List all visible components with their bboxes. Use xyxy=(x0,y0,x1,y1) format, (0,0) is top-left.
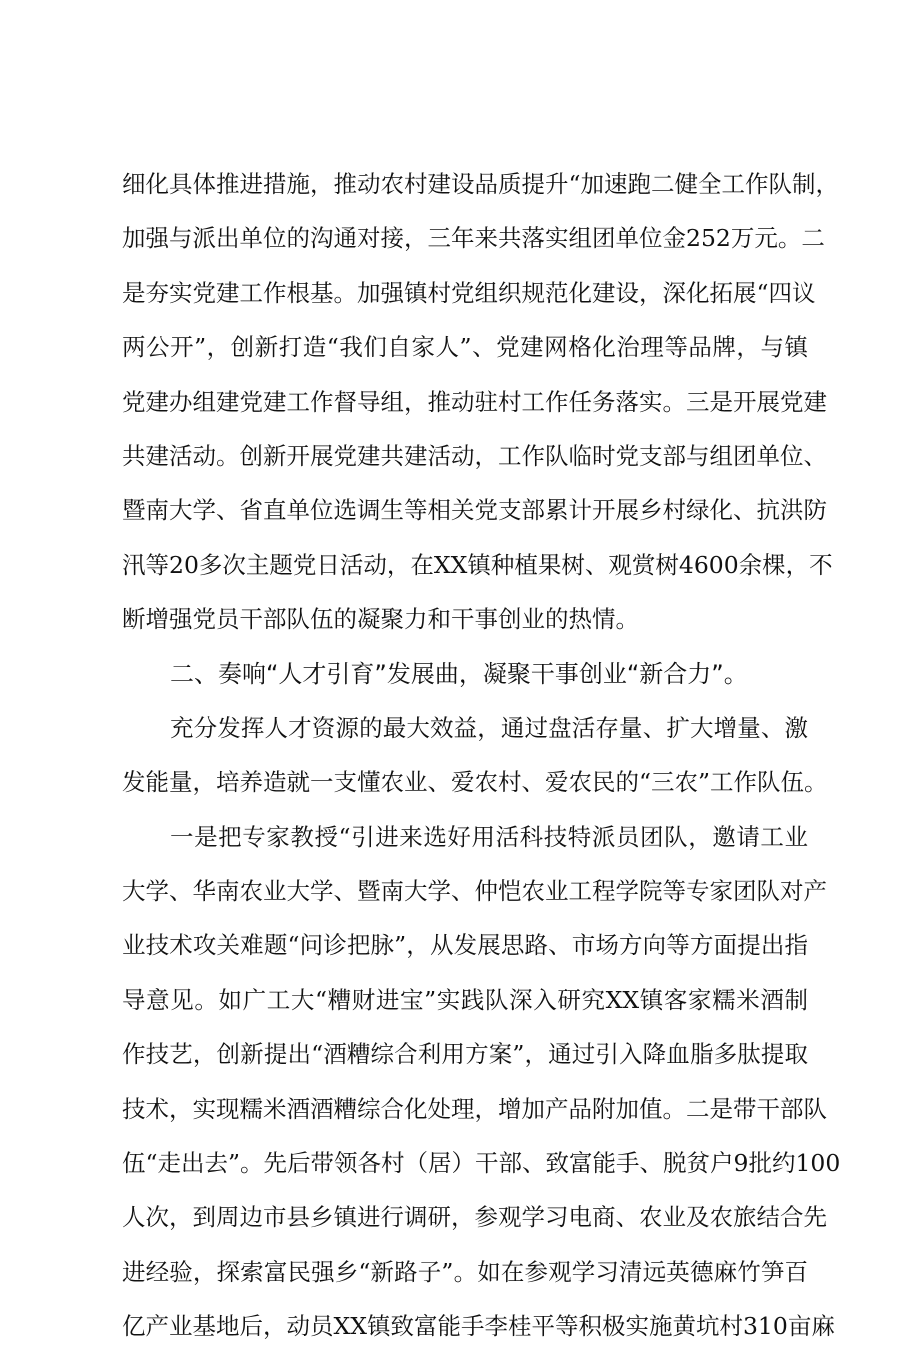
text-line: 一是把专家教授“引进来选好用活科技特派员团队，邀请工业 xyxy=(170,822,808,851)
text-line: 业技术攻关难题“问诊把脉”，从发展思路、市场方向等方面提出指 xyxy=(122,931,808,960)
text-line: 大学、华南农业大学、暨南大学、仲恺农业工程学院等专家团队对产 xyxy=(122,877,827,906)
text-line: 发能量，培养造就一支懂农业、爱农村、爱农民的“三农”工作队伍。 xyxy=(122,768,828,797)
text-line: 进经验，探索富民强乡“新路子”。如在参观学习清远英德麻竹笋百 xyxy=(122,1257,808,1286)
text-line: 人次，到周边市县乡镇进行调研，参观学习电商、农业及农旅结合先 xyxy=(122,1203,827,1232)
paragraph-party-building xyxy=(122,157,840,647)
text-line: 断增强党员干部队伍的凝聚力和干事创业的热情。 xyxy=(122,605,639,634)
paragraph-talent-intro xyxy=(122,701,828,810)
text-line: 两公开”，创新打造“我们自家人”、党建网格化治理等品牌，与镇 xyxy=(122,333,808,362)
text-line: 导意见。如广工大“糟财进宝”实践队深入研究XX镇客家糯米酒制 xyxy=(122,985,808,1014)
text-line: 党建办组建党建工作督导组，推动驻村工作任务落实。三是开展党建 xyxy=(122,387,827,416)
text-line: 伍“走出去”。先后带领各村（居）干部、致富能手、脱贫户9批约100 xyxy=(122,1149,841,1178)
document-body xyxy=(122,157,841,1354)
paragraph-talent-details xyxy=(122,810,841,1354)
text-line: 加强与派出单位的沟通对接，三年来共落实组团单位金252万元。二 xyxy=(122,224,825,253)
text-line: 汛等20多次主题党日活动，在XX镇种植果树、观赏树4600余棵，不 xyxy=(122,550,833,579)
text-line: 亿产业基地后，动员XX镇致富能手李桂平等积极实施黄坑村310亩麻 xyxy=(122,1312,835,1341)
text-line: 是夯实党建工作根基。加强镇村党组织规范化建设，深化拓展“四议 xyxy=(122,278,816,307)
text-line: 暨南大学、省直单位选调生等相关党支部累计开展乡村绿化、抗洪防 xyxy=(122,496,827,525)
text-line: 细化具体推进措施，推动农村建设品质提升“加速跑二健全工作队制， xyxy=(122,170,840,198)
section-heading: 二、奏响“人才引育”发展曲，凝聚干事创业“新合力”。 xyxy=(170,659,748,688)
text-line: 充分发挥人才资源的最大效益，通过盘活存量、扩大增量、激 xyxy=(170,713,808,742)
text-line: 共建活动。创新开展党建共建活动，工作队临时党支部与组团单位、 xyxy=(122,441,827,470)
text-line: 技术，实现糯米酒酒糟综合化处理，增加产品附加值。二是带干部队 xyxy=(122,1094,827,1123)
text-line: 作技艺，创新提出“酒糟综合利用方案”，通过引入降血脂多肽提取 xyxy=(122,1040,808,1069)
